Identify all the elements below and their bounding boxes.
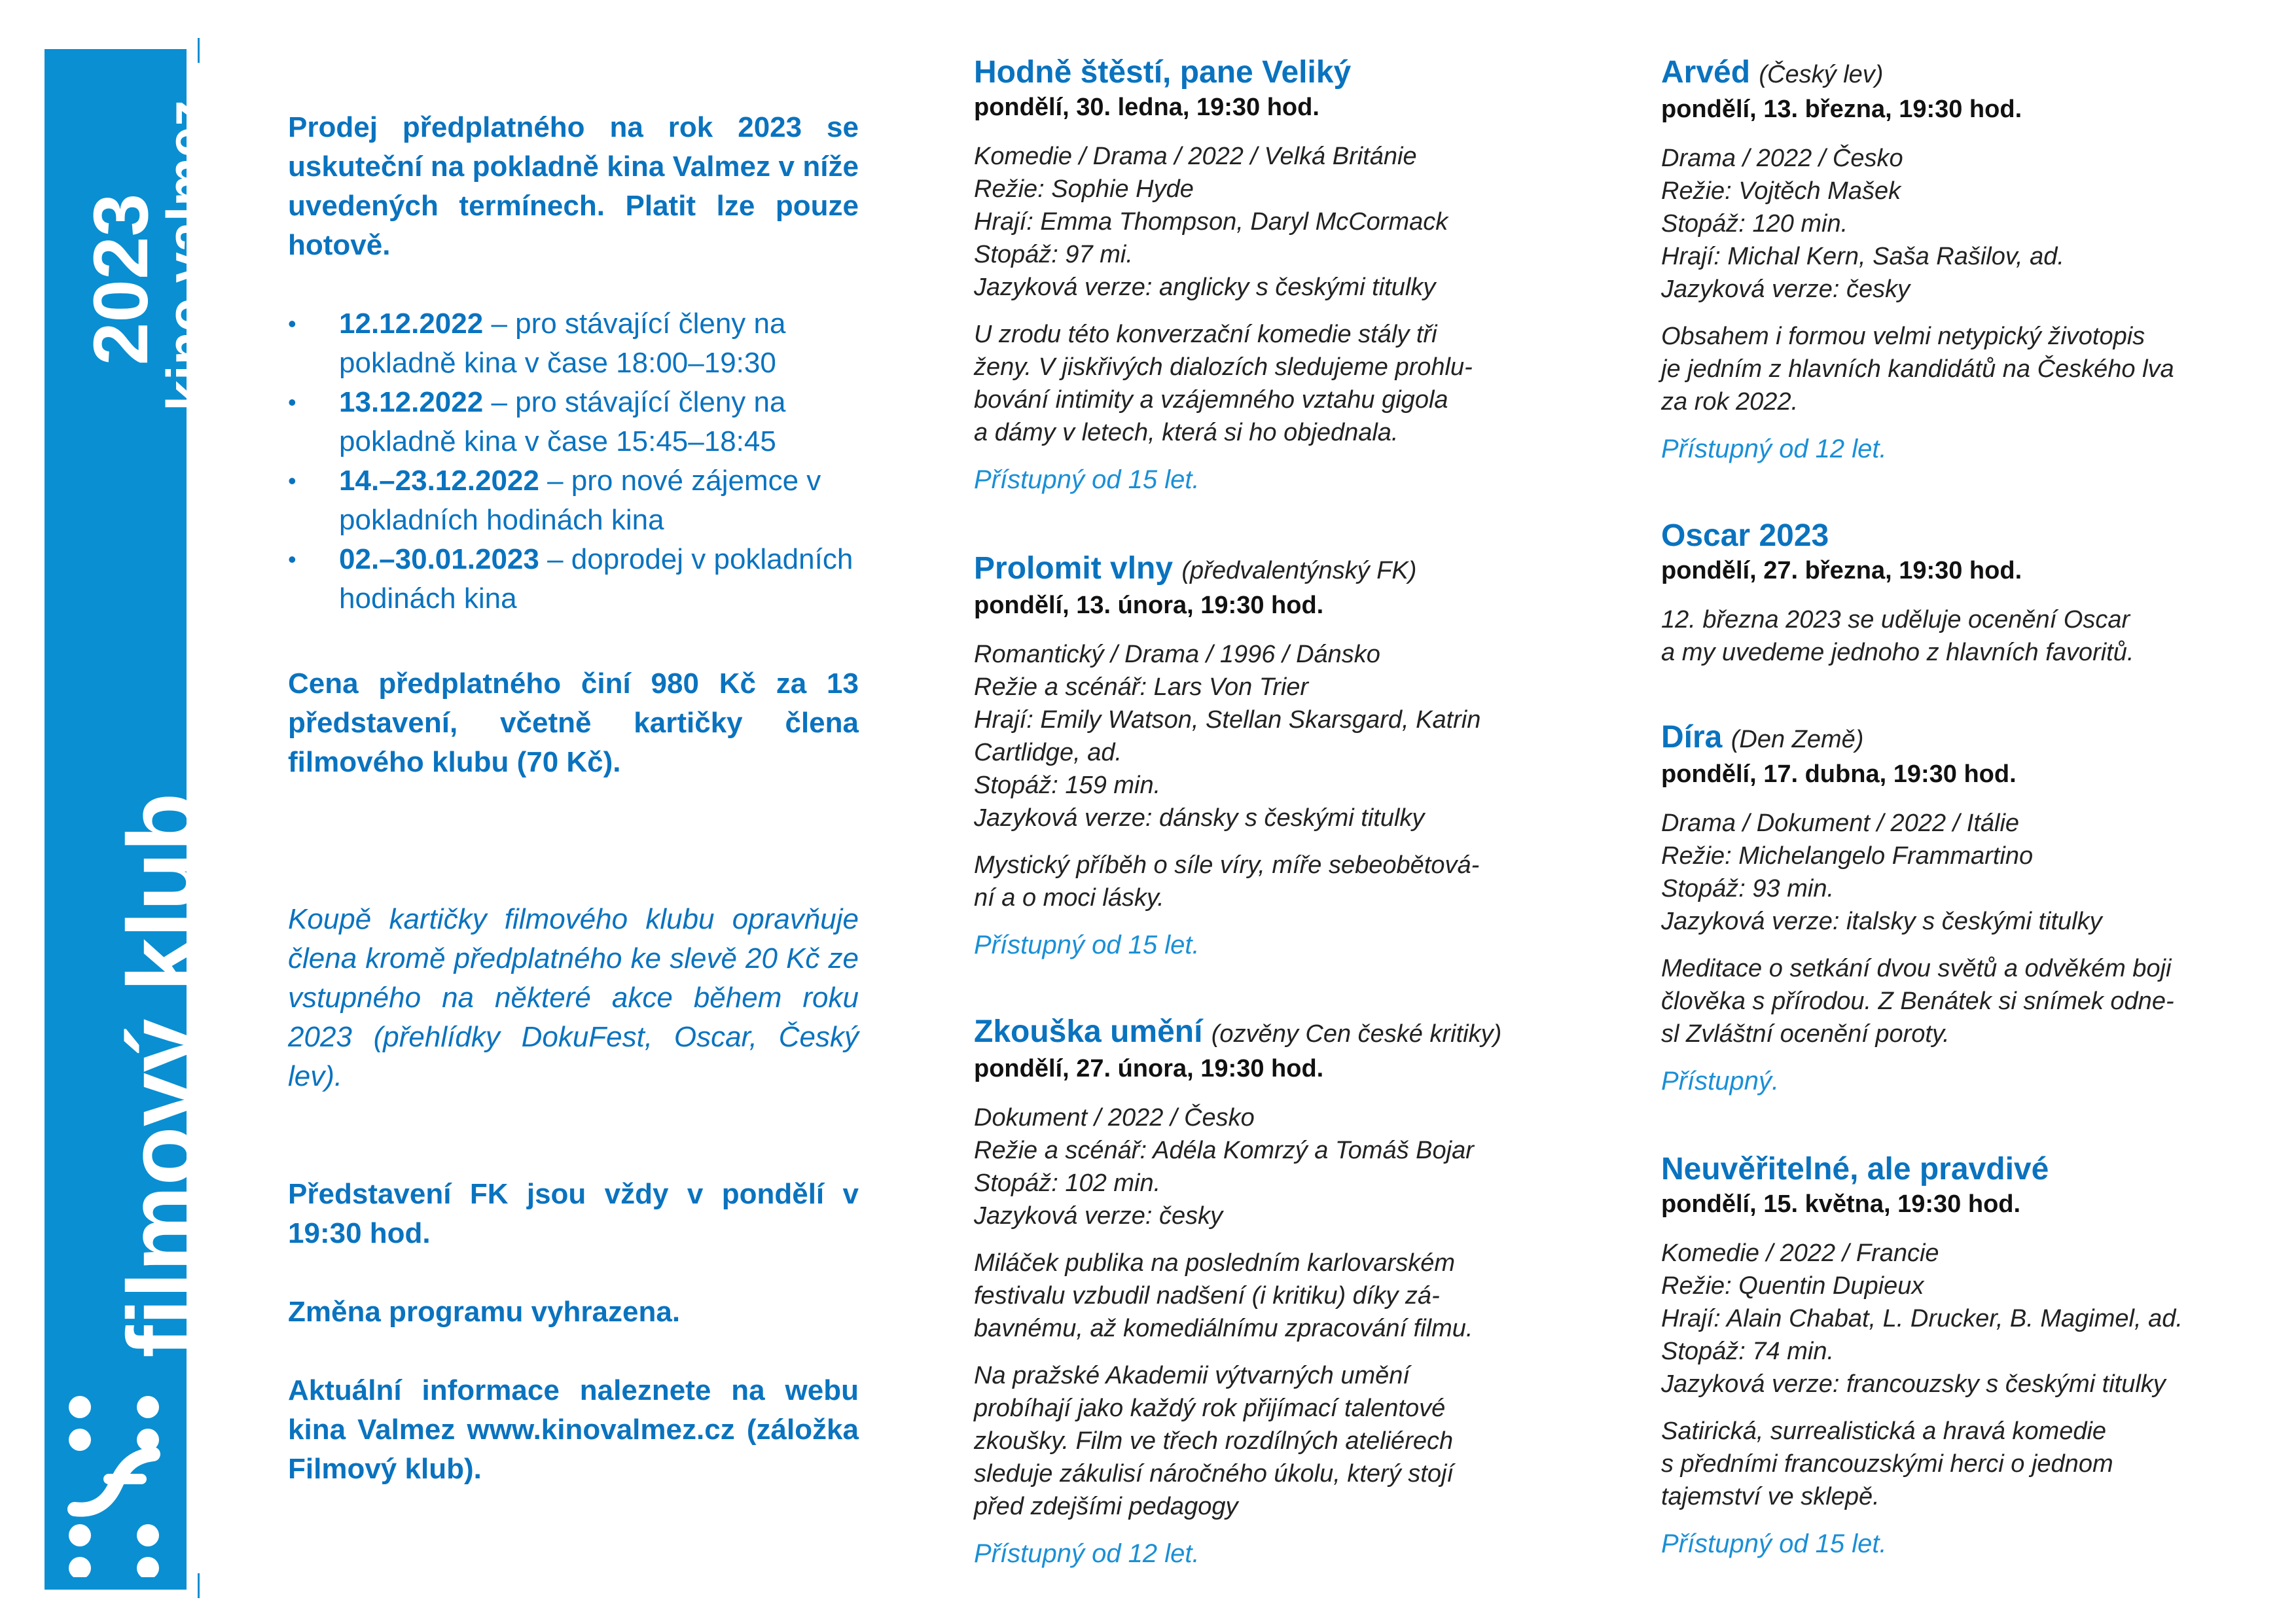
banner-year: 2023 <box>78 193 164 366</box>
banner-title: filmový klub <box>108 793 216 1358</box>
program-change-note: Změna programu vyhrazena. <box>288 1296 681 1328</box>
side-banner <box>45 49 217 1590</box>
film-info-line: Stopáž: 159 min. <box>974 772 1161 799</box>
film-description-line: za rok 2022. <box>1661 388 1799 416</box>
film-info-line: Režie: Sophie Hyde <box>974 175 1194 203</box>
sale-date-item <box>288 540 859 618</box>
film-info <box>974 638 1576 834</box>
film-age-rating: Přístupný od 15 let. <box>1661 1529 1887 1558</box>
film-description-line: zkoušky. Film ve třech rozdílných ateliérech <box>974 1427 1454 1455</box>
film-description-line: Satirická, surrealistická a hravá komedie <box>1661 1418 2107 1445</box>
film-description <box>1661 320 2263 418</box>
film-description <box>974 1359 1576 1523</box>
sale-date-item <box>288 383 859 461</box>
film-description-line: ní a o moci lásky. <box>974 884 1164 912</box>
film-description-line: Meditace o setkání dvou světů a odvěkém boji <box>1661 955 2172 982</box>
film-info-line: Hrají: Michal Kern, Saša Rašilov, ad. <box>1661 243 2064 270</box>
bullet-icon: • <box>288 546 296 573</box>
film-description-line: s předními francouzskými herci o jednom <box>1661 1450 2113 1478</box>
film-title-line <box>974 550 1576 590</box>
film-description-line: a dámy v letech, která si ho objednala. <box>974 419 1399 446</box>
film-date: pondělí, 15. května, 19:30 hod. <box>1661 1190 2021 1218</box>
film-info <box>974 1101 1576 1232</box>
film-description-line: sleduje zákulisí náročného úkolu, který stojí <box>974 1460 1454 1488</box>
film-info-line: Jazyková verze: česky <box>1661 276 1910 303</box>
banner-subtitle: kino valmez <box>156 99 217 412</box>
film-title-line <box>974 1013 1576 1053</box>
film-info-line: Hrají: Emma Thompson, Daryl McCormack <box>974 208 1448 236</box>
film-title: Prolomit vlny <box>974 551 1174 586</box>
film-info <box>1661 142 2263 306</box>
film-title-line <box>1661 54 2263 94</box>
film-description-line: bavnému, až komediálnímu zpracování filmu. <box>974 1315 1473 1342</box>
film-subtitle: (předvalentýnský FK) <box>1181 557 1417 584</box>
sale-date: 13.12.2022 <box>339 386 484 418</box>
film-listing <box>974 1013 1576 1570</box>
film-info-line: Jazyková verze: česky <box>974 1202 1223 1230</box>
film-info-line: Jazyková verze: dánsky s českými titulky <box>974 804 1425 832</box>
film-info-line: Režie a scénář: Lars Von Trier <box>974 673 1309 701</box>
film-title: Díra <box>1661 720 1723 755</box>
film-info-line: Cartlidge, ad. <box>974 739 1122 766</box>
film-info <box>1661 807 2263 938</box>
film-date: pondělí, 17. dubna, 19:30 hod. <box>1661 760 2017 788</box>
sale-date-text: – pro nové zájemce v pokladních hodinách kina <box>339 465 821 536</box>
film-description <box>974 849 1576 914</box>
film-info <box>1661 603 2263 669</box>
film-info-line: Jazyková verze: italsky s českými titulky <box>1661 908 2102 935</box>
film-age-rating: Přístupný od 12 let. <box>1661 435 1887 463</box>
film-title-line <box>974 54 1576 92</box>
film-info-line: Hrají: Emily Watson, Stellan Skarsgard, Katrin <box>974 706 1481 734</box>
sale-date: 12.12.2022 <box>339 308 484 340</box>
crop-mark-top <box>198 38 200 63</box>
film-subtitle: (ozvěny Cen české kritiky) <box>1211 1020 1502 1048</box>
film-description <box>974 1247 1576 1345</box>
bullet-icon: • <box>288 467 296 494</box>
subscription-price: Cena předplatného činí 980 Kč za 13 představení, včetně kartičky člena filmového klubu (70 Kč). <box>288 668 859 778</box>
screening-day-note: Představení FK jsou vždy v pondělí v 19:30 hod. <box>288 1178 859 1249</box>
film-description-line: Miláček publika na posledním karlovarském <box>974 1249 1455 1277</box>
film-description-line: Mystický příběh o síle víry, míře sebeobětová- <box>974 851 1480 879</box>
film-listing <box>974 54 1576 496</box>
film-description <box>1661 952 2263 1050</box>
film-title-line <box>1661 1150 2263 1188</box>
subscription-intro: Prodej předplatného na rok 2023 se uskuteční na pokladně kina Valmez v níže uvedených termínech. Platit lze pouze hotově. <box>288 111 859 261</box>
film-description-line: tajemství ve sklepě. <box>1661 1483 1880 1510</box>
film-title: Zkouška umění <box>974 1014 1203 1049</box>
film-info-line: Režie: Quentin Dupieux <box>1661 1272 1924 1300</box>
film-info-line: Režie a scénář: Adéla Komrzý a Tomáš Bojar <box>974 1137 1474 1164</box>
film-title: Neuvěřitelné, ale pravdivé <box>1661 1152 2049 1186</box>
film-info-line: Dokument / 2022 / Česko <box>974 1104 1255 1132</box>
film-description <box>1661 1415 2263 1513</box>
film-info-line: Stopáž: 74 min. <box>1661 1338 1835 1365</box>
film-description-line: probíhají jako každý rok přijímací talentové <box>974 1395 1446 1422</box>
sale-date-item <box>288 304 859 383</box>
film-description-line: sl Zvláštní ocenění poroty. <box>1661 1020 1950 1048</box>
film-info-line: Stopáž: 97 mi. <box>974 241 1133 268</box>
film-date: pondělí, 30. ledna, 19:30 hod. <box>974 94 1319 121</box>
film-description-line: Obsahem i formou velmi netypický životopis <box>1661 323 2145 350</box>
film-date: pondělí, 27. února, 19:30 hod. <box>974 1055 1324 1082</box>
film-description-line: je jedním z hlavních kandidátů na Českého lva <box>1661 355 2174 383</box>
member-card-info: Koupě kartičky filmového klubu opravňuje člena kromě předplatného ke slevě 20 Kč ze vstupného na některé akce během roku 2023 (přehlídky DokuFest, Oscar, Český lev). <box>288 903 859 1092</box>
film-description-line: U zrodu této konverzační komedie stály tři <box>974 321 1437 348</box>
film-description-line: festivalu vzbudil nadšení (i kritiku) díky zá- <box>974 1282 1440 1310</box>
film-title: Arvéd <box>1661 55 1751 90</box>
film-info-line: Jazyková verze: anglicky s českými titulky <box>974 274 1436 301</box>
crop-mark-bottom <box>198 1573 200 1598</box>
film-info-line: Stopáž: 102 min. <box>974 1169 1161 1197</box>
film-info-line: Stopáž: 120 min. <box>1661 210 1848 238</box>
film-listing <box>1661 54 2263 465</box>
film-date: pondělí, 13. února, 19:30 hod. <box>974 592 1324 619</box>
film-description-line: před zdejšími pedagogy <box>974 1493 1238 1520</box>
film-description <box>974 318 1576 449</box>
film-listing <box>1661 517 2263 669</box>
film-title: Hodně štěstí, pane Veliký <box>974 55 1352 90</box>
film-listing <box>974 550 1576 961</box>
sale-dates-list <box>288 304 859 618</box>
film-info <box>1661 1237 2263 1400</box>
film-info-line: Hrají: Alain Chabat, L. Drucker, B. Magimel, ad. <box>1661 1305 2183 1332</box>
film-age-rating: Přístupný od 12 let. <box>974 1539 1200 1568</box>
bullet-icon: • <box>288 389 296 416</box>
sale-date-text: – doprodej v pokladních hodinách kina <box>339 543 853 615</box>
film-age-rating: Přístupný. <box>1661 1067 1780 1096</box>
film-age-rating: Přístupný od 15 let. <box>974 465 1200 494</box>
bullet-icon: • <box>288 310 296 337</box>
film-description-line: bování intimity a vzájemného vztahu gigola <box>974 386 1448 414</box>
film-listing <box>1661 719 2263 1097</box>
film-description-line: člověka s přírodou. Z Benátek si snímek odne- <box>1661 988 2174 1015</box>
film-date: pondělí, 27. března, 19:30 hod. <box>1661 557 2022 584</box>
film-age-rating: Přístupný od 15 let. <box>974 931 1200 959</box>
sale-date-text: – pro stávající členy na pokladně kina v čase 15:45–18:45 <box>339 386 786 457</box>
sale-date-item <box>288 461 859 540</box>
film-info <box>974 140 1576 304</box>
film-title-line <box>1661 517 2263 555</box>
film-info-line: a my uvedeme jednoho z hlavních favoritů. <box>1661 639 2134 666</box>
sale-date: 02.–30.01.2023 <box>339 543 539 575</box>
film-info-line: Režie: Vojtěch Mašek <box>1661 177 1901 205</box>
sale-date: 14.–23.12.2022 <box>339 465 539 497</box>
web-info-note: Aktuální informace naleznete na webu kina Valmez www.kinovalmez.cz (záložka Filmový klub). <box>288 1374 859 1485</box>
film-description-line: ženy. V jiskřivých dialozích sledujeme prohlu- <box>974 353 1473 381</box>
film-subtitle: (Český lev) <box>1759 61 1884 88</box>
film-info-line: Komedie / 2022 / Francie <box>1661 1240 1939 1267</box>
film-title-line <box>1661 719 2263 758</box>
film-info-line: Jazyková verze: francouzsky s českými titulky <box>1661 1370 2166 1398</box>
film-date: pondělí, 13. března, 19:30 hod. <box>1661 96 2022 123</box>
sale-date-text: – pro stávající členy na pokladně kina v čase 18:00–19:30 <box>339 308 786 379</box>
film-subtitle: (Den Země) <box>1731 726 1864 753</box>
film-info-line: Drama / Dokument / 2022 / Itálie <box>1661 810 2020 837</box>
film-info-line: Režie: Michelangelo Frammartino <box>1661 842 2034 870</box>
filmovy-klub-logo-icon <box>55 1381 173 1577</box>
film-info-line: Drama / 2022 / Česko <box>1661 145 1903 172</box>
film-info-line: Komedie / Drama / 2022 / Velká Británie <box>974 143 1417 170</box>
film-title: Oscar 2023 <box>1661 518 1829 553</box>
film-info-line: Romantický / Drama / 1996 / Dánsko <box>974 641 1380 668</box>
film-description-line: Na pražské Akademii výtvarných umění <box>974 1362 1410 1389</box>
film-info-line: 12. března 2023 se uděluje ocenění Oscar <box>1661 606 2130 633</box>
film-info-line: Stopáž: 93 min. <box>1661 875 1835 902</box>
film-listing <box>1661 1150 2263 1560</box>
